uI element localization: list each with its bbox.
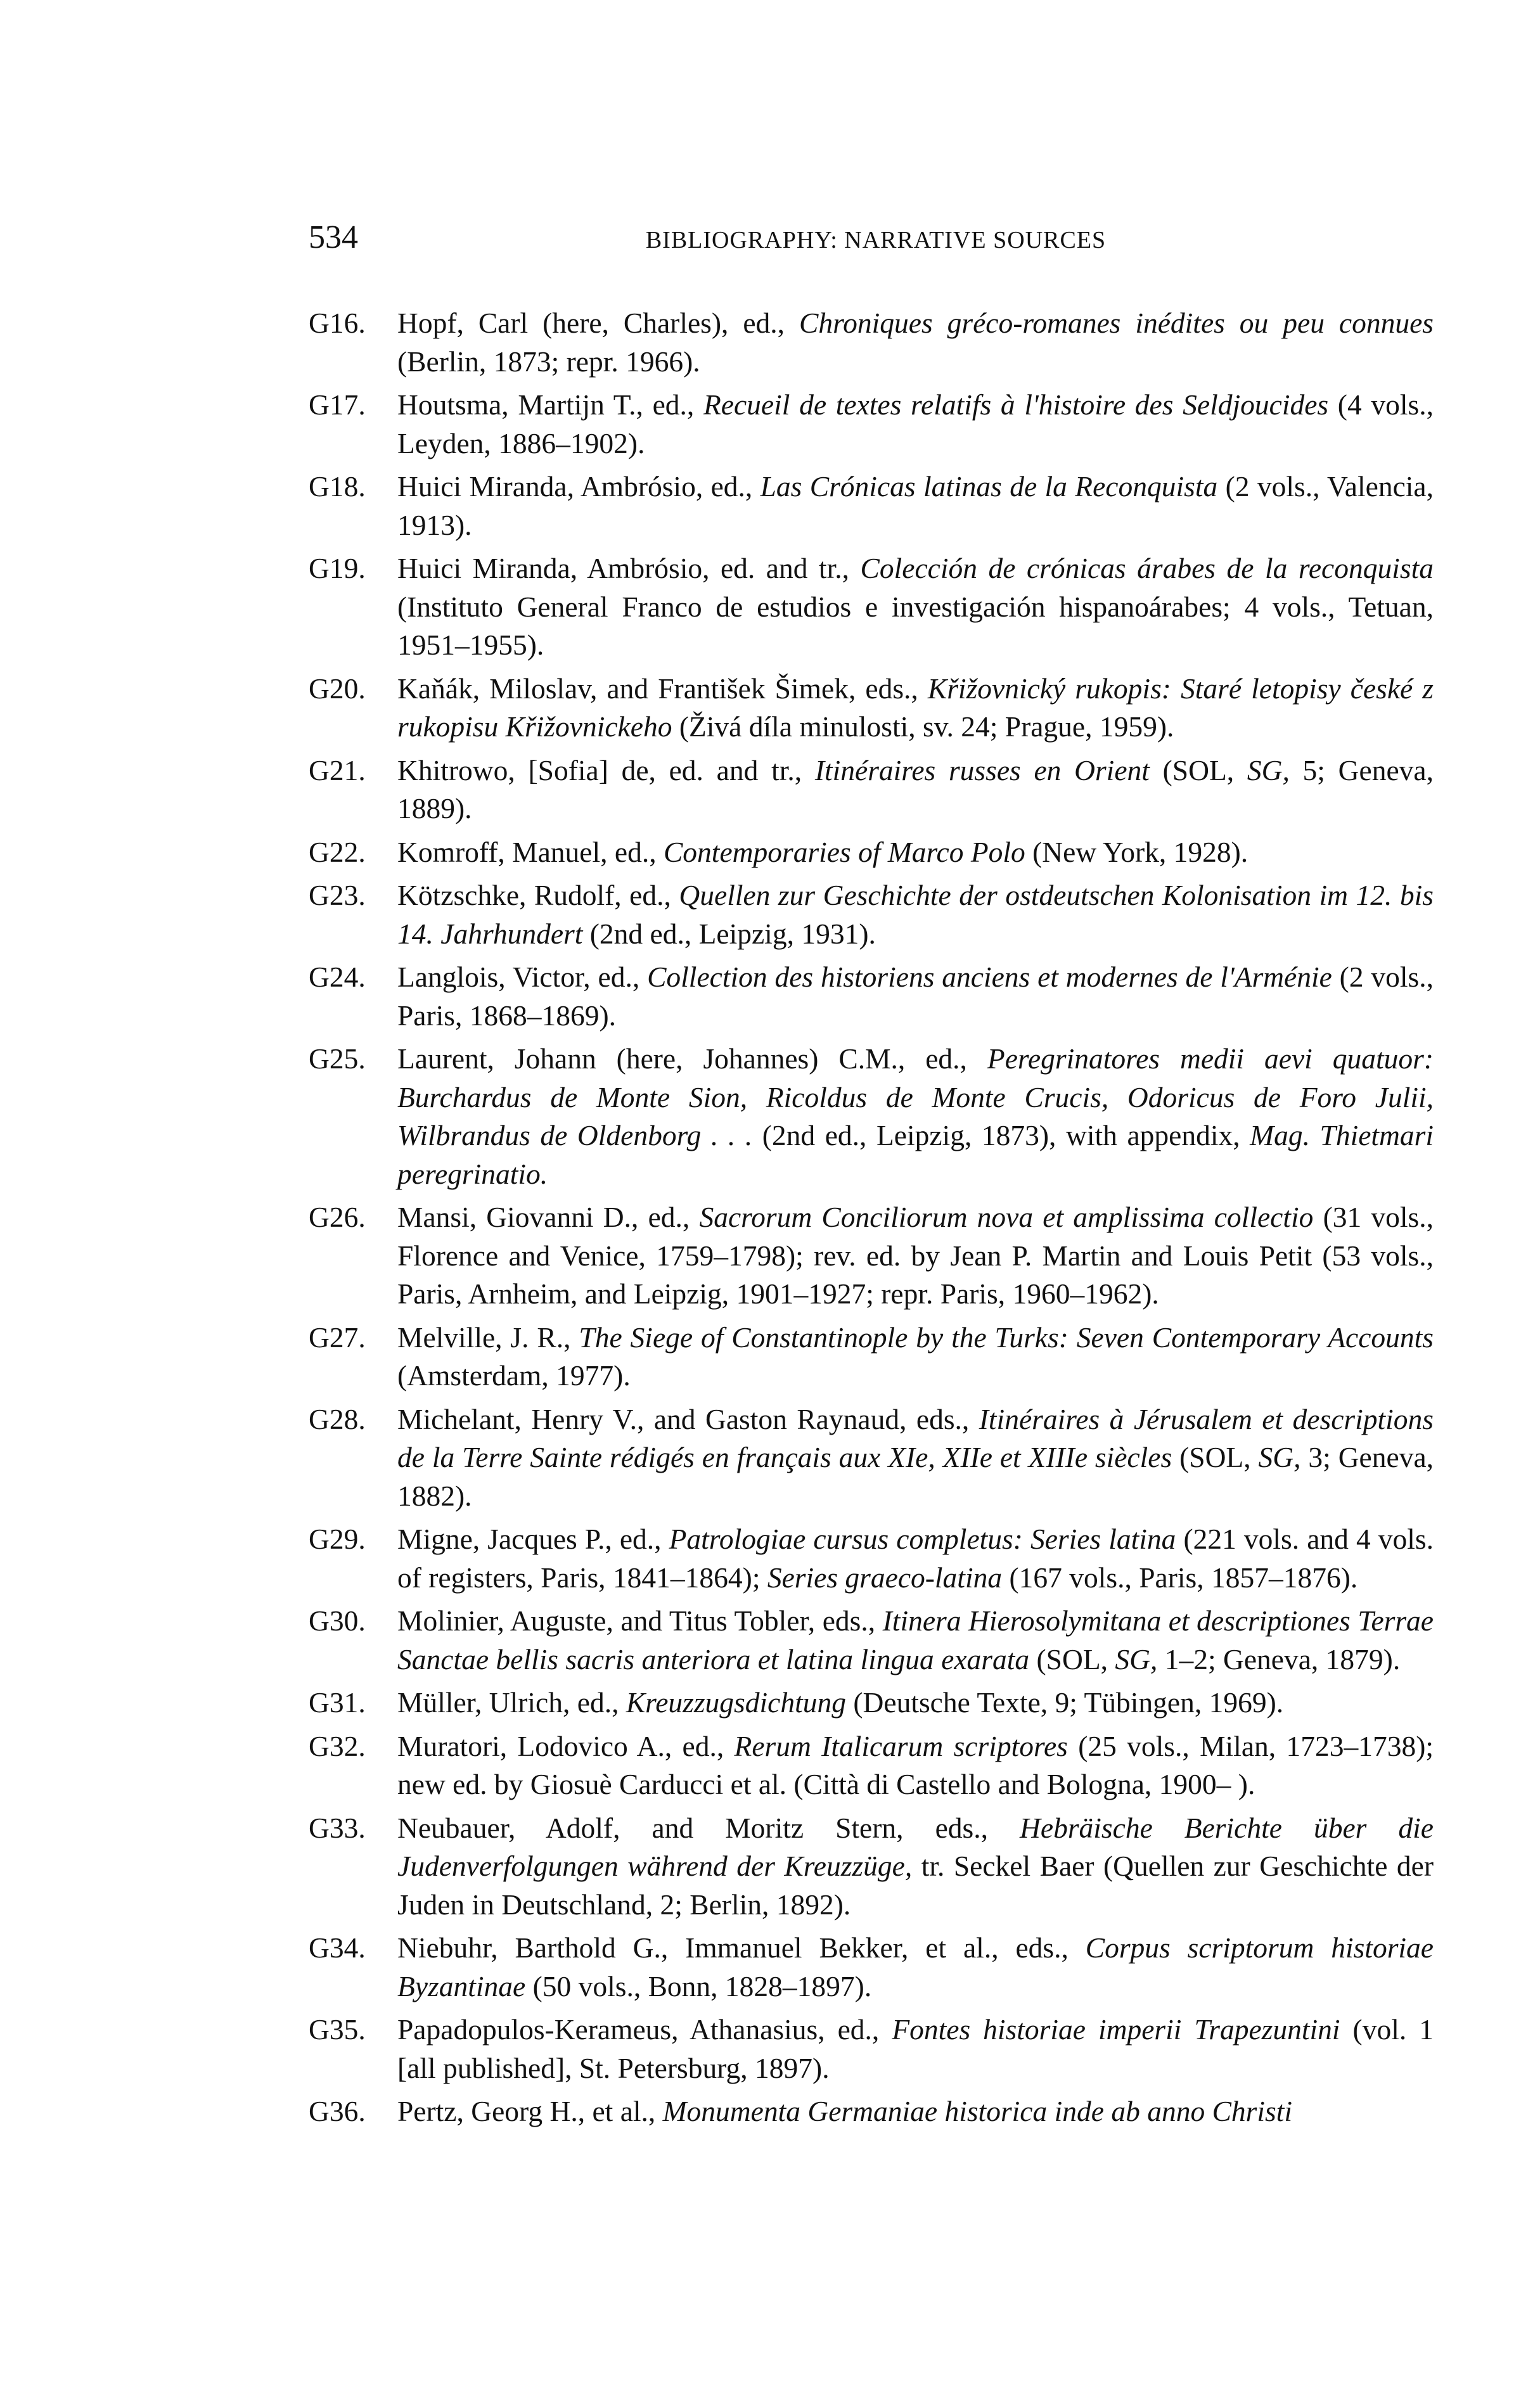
bibliography-entry (309, 1727, 1434, 1804)
bibliography-entry (309, 1809, 1434, 1924)
entry-title-italic: Rerum Italicarum scriptores (734, 1729, 1068, 1762)
entry-title-italic: Las Crónicas latinas de la Reconquista (760, 470, 1218, 503)
bibliography-entry (309, 2092, 1434, 2131)
entry-label: G17. (309, 388, 366, 421)
entry-text (397, 1929, 1434, 2006)
entry-title-italic: SG, (1115, 1643, 1158, 1675)
entry-title-italic: Quellen zur Geschichte der ostdeutschen Kolonisation im 12. bis 14. Jahrhundert (397, 879, 1434, 950)
entry-title-italic: Itinera Hierosolymitana et descriptiones Terrae Sanctae bellis sacris anteriora et latina lingua exarata (397, 1604, 1434, 1675)
entry-label: G23. (309, 879, 366, 911)
entry-label: G26. (309, 1201, 366, 1233)
bibliography-entry (309, 1319, 1434, 1395)
entry-text-run: Müller, Ulrich, ed., (397, 1686, 626, 1719)
entry-text-run: (2 vols., Paris, 1868–1869). (397, 961, 1434, 1032)
entry-text-run: Huici Miranda, Ambrósio, ed., (397, 470, 760, 503)
entry-text-run: (31 vols., Florence and Venice, 1759–1798); rev. ed. by Jean P. Martin and Louis Petit (53 vols., Paris, Arnheim, and Leipzig, 1901–1927; repr. Paris, 1960–1962). (397, 1201, 1434, 1310)
entry-label: G36. (309, 2095, 366, 2127)
page-header (309, 219, 1443, 257)
entry-text-run: (2nd ed., Leipzig, 1873), with appendix, (752, 1119, 1250, 1151)
bibliography-entry (309, 833, 1434, 872)
entry-text-run: Muratori, Lodovico A., ed., (397, 1729, 735, 1762)
entry-title-italic: Corpus scriptorum historiae Byzantinae (397, 1931, 1434, 2002)
bibliography-entry (309, 1400, 1434, 1516)
entry-title-italic: Fontes historiae imperii Trapezuntini (892, 2013, 1340, 2046)
entry-text (397, 752, 1434, 828)
running-head: BIBLIOGRAPHY: NARRATIVE SOURCES (645, 227, 1107, 253)
page-number: 534 (309, 219, 358, 255)
entry-text (397, 468, 1434, 544)
entry-title-italic: Recueil de textes relatifs à l'histoire des Seldjoucides (703, 388, 1329, 421)
bibliography-entry (309, 876, 1434, 953)
entry-title-italic: Peregrinatores medii aevi quatuor: Burchardus de Monte Sion, Ricoldus de Monte Crucis, Odoricus de Foro Julii, Wilbrandus de Oldenborg . . . (397, 1042, 1434, 1151)
entry-text-run: 5; Geneva, 1889). (397, 753, 1434, 824)
entry-text-run: (25 vols., Milan, 1723–1738); new ed. by Giosuè Carducci et al. (Città di Castello and Bologna, 1900– ). (397, 1729, 1434, 1800)
bibliography-entry (309, 670, 1434, 746)
entry-label: G28. (309, 1402, 366, 1435)
entry-text-run: Kötzschke, Rudolf, ed., (397, 879, 679, 911)
entry-title-italic: Patrologiae cursus completus: Series latina (669, 1523, 1176, 1555)
entry-text-run: Khitrowo, [Sofia] de, ed. and tr., (397, 753, 815, 786)
entry-label: G19. (309, 552, 366, 584)
entry-text-run: Huici Miranda, Ambrósio, ed. and tr., (397, 552, 861, 584)
entry-text (397, 386, 1434, 463)
entry-title-italic: Series graeco-latina (767, 1561, 1003, 1594)
bibliography-entry (309, 958, 1434, 1035)
entry-label: G24. (309, 961, 366, 993)
entry-title-italic: SG, (1258, 1441, 1301, 1473)
bibliography-entry (309, 468, 1434, 544)
entry-text-run: (SOL, (1149, 753, 1247, 786)
entry-text-run: Langlois, Victor, ed., (397, 961, 648, 993)
entry-text (397, 1520, 1434, 1597)
entry-text-run: (SOL, (1172, 1441, 1259, 1473)
entry-label: G32. (309, 1729, 366, 1762)
entry-text-run: Houtsma, Martijn T., ed., (397, 388, 703, 421)
entry-text-run: (2nd ed., Leipzig, 1931). (582, 917, 876, 950)
entry-text-run: (Deutsche Texte, 9; Tübingen, 1969). (846, 1686, 1284, 1719)
entry-text (397, 304, 1434, 381)
entry-text (397, 833, 1434, 872)
entry-title-italic: SG, (1247, 753, 1290, 786)
bibliography-entry (309, 752, 1434, 828)
bibliography-entry (309, 1929, 1434, 2006)
entry-title-italic: Hebräische Berichte über die Judenverfolgungen während der Kreuzzüge, (397, 1811, 1434, 1882)
entry-label: G21. (309, 753, 366, 786)
bibliography-entry (309, 2011, 1434, 2087)
entry-title-italic: Mag. Thietmari peregrinatio. (397, 1119, 1434, 1190)
entry-text-run: Pertz, Georg H., et al., (397, 2095, 663, 2127)
entry-text-run: Komroff, Manuel, ed., (397, 835, 664, 868)
entry-label: G18. (309, 470, 366, 503)
entry-text-run: (221 vols. and 4 vols. of registers, Paris, 1841–1864); (397, 1523, 1434, 1594)
entry-text-run: (vol. 1 [all published], St. Petersburg, 1897). (397, 2013, 1434, 2084)
entry-title-italic: Sacrorum Conciliorum nova et amplissima collectio (699, 1201, 1314, 1233)
bibliography-entry (309, 386, 1434, 463)
entry-text (397, 1319, 1434, 1395)
entry-label: G16. (309, 307, 366, 339)
entry-label: G30. (309, 1604, 366, 1637)
entry-text (397, 1040, 1434, 1193)
entry-title-italic: Colección de crónicas árabes de la reconquista (860, 552, 1434, 584)
bibliography-entry (309, 1602, 1434, 1679)
entry-title-italic: Itinéraires à Jérusalem et descriptions de la Terre Sainte rédigés en français aux XIe, XIIe et XIIIe siècles (397, 1402, 1434, 1473)
entry-text-run: Neubauer, Adolf, and Moritz Stern, eds., (397, 1811, 1020, 1844)
entry-text-run: tr. Seckel Baer (Quellen zur Geschichte der Juden in Deutschland, 2; Berlin, 1892). (397, 1850, 1434, 1921)
entry-label: G25. (309, 1042, 366, 1075)
entry-text-run: Michelant, Henry V., and Gaston Raynaud, eds., (397, 1402, 979, 1435)
entry-text (397, 670, 1434, 746)
entry-text-run: Laurent, Johann (here, Johannes) C.M., ed., (397, 1042, 987, 1075)
entry-text-run: 3; Geneva, 1882). (397, 1441, 1434, 1512)
entry-text-run: Kaňák, Miloslav, and František Šimek, eds., (397, 672, 928, 705)
entry-label: G34. (309, 1931, 366, 1964)
entry-text (397, 876, 1434, 953)
bibliography-list (309, 304, 1434, 2136)
entry-title-italic: Collection des historiens anciens et modernes de l'Arménie (647, 961, 1332, 993)
entry-text (397, 1727, 1434, 1804)
entry-text-run: (Berlin, 1873; repr. 1966). (397, 345, 700, 378)
entry-text-run: (50 vols., Bonn, 1828–1897). (525, 1969, 872, 2002)
entry-label: G29. (309, 1523, 366, 1555)
entry-text-run: Hopf, Carl (here, Charles), ed., (397, 307, 799, 339)
entry-text (397, 2092, 1434, 2131)
entry-text-run: Migne, Jacques P., ed., (397, 1523, 669, 1555)
entry-text (397, 1684, 1434, 1722)
entry-text (397, 1809, 1434, 1924)
entry-text (397, 549, 1434, 665)
entry-label: G33. (309, 1811, 366, 1844)
entry-text (397, 1602, 1434, 1679)
entry-text-run: (New York, 1928). (1025, 835, 1248, 868)
entry-text-run: Papadopulos-Kerameus, Athanasius, ed., (397, 2013, 892, 2046)
entry-label: G31. (309, 1686, 366, 1719)
bibliography-entry (309, 549, 1434, 665)
entry-title-italic: Contemporaries of Marco Polo (663, 835, 1025, 868)
entry-text-run: (Instituto General Franco de estudios e investigación hispanoárabes; 4 vols., Tetuan, 1951–1955). (397, 590, 1434, 661)
entry-text-run: 1–2; Geneva, 1879). (1157, 1643, 1401, 1675)
entry-text (397, 1400, 1434, 1516)
entry-label: G27. (309, 1321, 366, 1354)
entry-text-run: (Amsterdam, 1977). (397, 1359, 631, 1392)
entry-text-run: (SOL, (1029, 1643, 1115, 1675)
entry-text-run: Niebuhr, Barthold G., Immanuel Bekker, et al., eds., (397, 1931, 1086, 1964)
bibliography-entry (309, 1684, 1434, 1722)
entry-text-run: Molinier, Auguste, and Titus Tobler, eds., (397, 1604, 883, 1637)
entry-title-italic: Kreuzzugsdichtung (626, 1686, 846, 1719)
bibliography-entry (309, 1520, 1434, 1597)
entry-text-run: (Živá díla minulosti, sv. 24; Prague, 1959). (672, 710, 1174, 743)
bibliography-entry (309, 1198, 1434, 1314)
entry-title-italic: Křižovnický rukopis: Staré letopisy české z rukopisu Křižovnickeho (397, 672, 1434, 743)
entry-text-run: (167 vols., Paris, 1857–1876). (1002, 1561, 1358, 1594)
entry-text (397, 2011, 1434, 2087)
entry-label: G20. (309, 672, 366, 705)
entry-text-run: Melville, J. R., (397, 1321, 579, 1354)
entry-label: G22. (309, 835, 366, 868)
entry-text-run: (4 vols., Leyden, 1886–1902). (397, 388, 1434, 459)
entry-text-run: (2 vols., Valencia, 1913). (397, 470, 1434, 541)
entry-text-run: Mansi, Giovanni D., ed., (397, 1201, 700, 1233)
bibliography-entry (309, 304, 1434, 381)
entry-title-italic: Itinéraires russes en Orient (814, 753, 1150, 786)
entry-text (397, 1198, 1434, 1314)
bibliography-entry (309, 1040, 1434, 1193)
entry-title-italic: Chroniques gréco-romanes inédites ou peu connues (799, 307, 1434, 339)
entry-label: G35. (309, 2013, 366, 2046)
entry-text (397, 958, 1434, 1035)
entry-title-italic: Monumenta Germaniae historica inde ab anno Christi (662, 2095, 1293, 2127)
entry-title-italic: The Siege of Constantinople by the Turks: Seven Contemporary Accounts (579, 1321, 1434, 1354)
